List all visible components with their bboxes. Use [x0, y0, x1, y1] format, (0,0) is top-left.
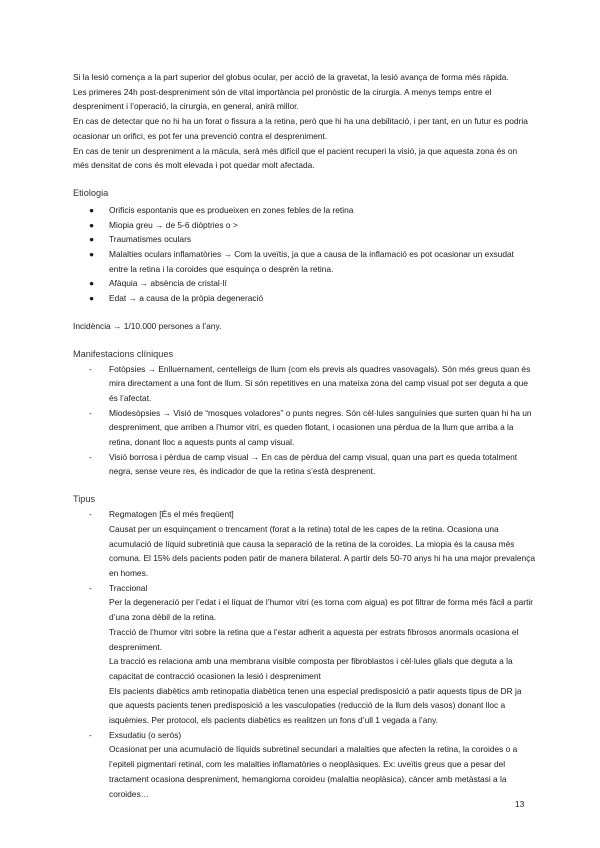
etiologia-heading: Etiologia — [73, 187, 109, 198]
list-item — [73, 276, 535, 291]
document-page — [73, 70, 535, 801]
dash-icon: - — [89, 582, 92, 593]
list-item — [73, 581, 535, 728]
list-item — [73, 728, 535, 802]
dash-icon: - — [89, 451, 92, 462]
list-item — [73, 450, 535, 479]
dash-icon: - — [89, 729, 92, 740]
list-item-text: Orificis espontanis que es produeixen en zones febles de la retina — [109, 204, 354, 215]
list-item-text: Miodesòpsies → Visió de “mosques voladores” o punts negres. Són cèl·lules sanguínies que surten quan hi ha un despreniment, que arriben a l’humor vitri, es queden flotant, i ocasionen una pèrdua de la llum que arriba a la retina, donant lloc a aquests punts al camp visual. — [109, 407, 532, 448]
list-item-text: Fotòpsies → Enlluernament, centelleigs de llum (com els previs als quadres vasovagals). Són més greus quan és mira directament a una font de llum. Si són repetitives en una mateixa zona del camp visual pot ser deguta a que és l’afectat. — [109, 363, 531, 403]
bullet-icon: ● — [89, 249, 95, 260]
list-item — [73, 406, 535, 450]
list-item — [73, 291, 535, 306]
list-item — [73, 232, 535, 247]
etiologia-section — [73, 186, 535, 306]
bullet-icon: ● — [89, 219, 95, 230]
page-number: 13 — [515, 799, 525, 809]
intro-paragraph: Les primeres 24h post-despreniment són de vital importància pel pronòstic de la cirurgia. A menys temps entre el despreniment i l’operació, la cirurgia, en general, anirà millor. — [73, 86, 492, 112]
type-paragraph: Els pacients diabètics amb retinopatia diabètica tenen una especial predisposició a patir aquests tipus de DR ja que aquests pacients tenen predisposició a les vasculopaties (reducció de la llum dels vasos) donant lloc a isquèmies. Per protocol, els pacients diabètics es realitzen un fons d’ull 1 vegada a l’any. — [109, 685, 522, 726]
list-item — [73, 203, 535, 218]
bullet-icon: ● — [89, 278, 95, 289]
list-item-text: Edat → a causa de la pròpia degeneració — [109, 293, 264, 304]
manifestacions-heading: Manifestacions clíniques — [73, 348, 174, 359]
bullet-icon: ● — [89, 293, 95, 304]
type-paragraph: Ocasionat per una acumulació de líquids subretinal secundari a malalties que afecten la retina, la coroides o a l’epiteli pigmentari retinal, com les malalties inflamatòries o neoplàsiques. Ex: uveïtis greus que a pesar del tractament ocasiona despreniment, hemangioma coroideu (malaltia neoplàsica), càncer amb metàstasi a la coroides… — [109, 744, 518, 799]
list-item-text: Traumatismes oculars — [109, 234, 192, 245]
intro-section — [73, 70, 535, 173]
manifestacions-section — [73, 347, 535, 480]
tipus-section — [73, 492, 535, 801]
dash-icon: - — [89, 363, 92, 374]
list-item-text: Visió borrosa i pèrdua de camp visual → En cas de pèrdua del camp visual, quan una part es queda totalment negra, sense veure res, és indicador de que la retina s’està desprenent. — [109, 451, 518, 477]
list-item-text: Afàquia → absència de cristal·lí — [109, 278, 227, 289]
etiologia-list — [73, 203, 535, 306]
type-title: Traccional — [109, 582, 148, 593]
type-paragraph: Tracció de l’humor vitri sobre la retina que a l’estar adherit a aquesta per estrats fibrosos anormals ocasiona el despreniment. — [109, 626, 519, 652]
dash-icon: - — [89, 407, 92, 418]
manifestacions-list — [73, 362, 535, 480]
intro-paragraph: En cas de detectar que no hi ha un forat o fissura a la retina, però que hi ha una debilitació, i per tant, en un futur es podria ocasionar un orifici, es pot fer una prevenció contra el despreniment. — [73, 116, 528, 141]
list-item — [73, 218, 535, 233]
tipus-list — [73, 507, 535, 801]
type-title: Exsudatiu (o serós) — [109, 729, 182, 740]
list-item-text: Malalties oculars inflamatòries → Com la uveïtis, ja que a causa de la inflamació es pot ocasionar un exsudat entre la retina i la coroides que esquinça o desprèn la retina. — [109, 249, 514, 274]
intro-paragraph: Si la lesió comença a la part superior del globus ocular, per acció de la gravetat, la lesió avança de forma més ràpida. — [73, 72, 509, 82]
dash-icon: - — [89, 509, 92, 520]
intro-paragraph: En cas de tenir un despreniment a la màcula, serà més difícil que el pacient recuperi la visió, ja que aquesta zona és on més densitat de cons és molt elevada i pot quedar molt afectada. — [73, 145, 518, 171]
list-item-text: Miopia greu → de 5-6 diòptries o > — [109, 219, 238, 230]
incidencia-section — [73, 319, 535, 334]
bullet-icon: ● — [89, 204, 95, 215]
type-paragraph: Per la degeneració per l’edat i el líquat de l’humor vitri (es torna com aigua) es pot filtrar de forma més fàcil a partir d’una zona dèbil de la retina. — [109, 597, 534, 623]
list-item — [73, 247, 535, 276]
bullet-icon: ● — [89, 234, 95, 245]
list-item — [73, 362, 535, 406]
tipus-heading: Tipus — [73, 494, 96, 505]
type-paragraph: Causat per un esquinçament o trencament (forat a la retina) total de les capes de la retina. Ocasiona una acumulació de líquid subretinià que causa la separació de la retina de la coroides. La miopia és la causa més comuna. El 15% dels pacients poden patir de manera bilateral. A partir dels 50-70 anys hi ha una major prevalença en homes. — [109, 523, 535, 578]
type-paragraph: La tracció es relaciona amb una membrana visible composta per fibroblastos i cèl·lules glials que deguta a la capacitat de contracció ocasionen la lesió i despreniment — [109, 656, 513, 681]
incidencia-text: Incidència → 1/10.000 persones a l’any. — [73, 320, 222, 331]
type-title: Regmatogen [És el més freqüent] — [109, 509, 234, 520]
list-item — [73, 507, 535, 581]
